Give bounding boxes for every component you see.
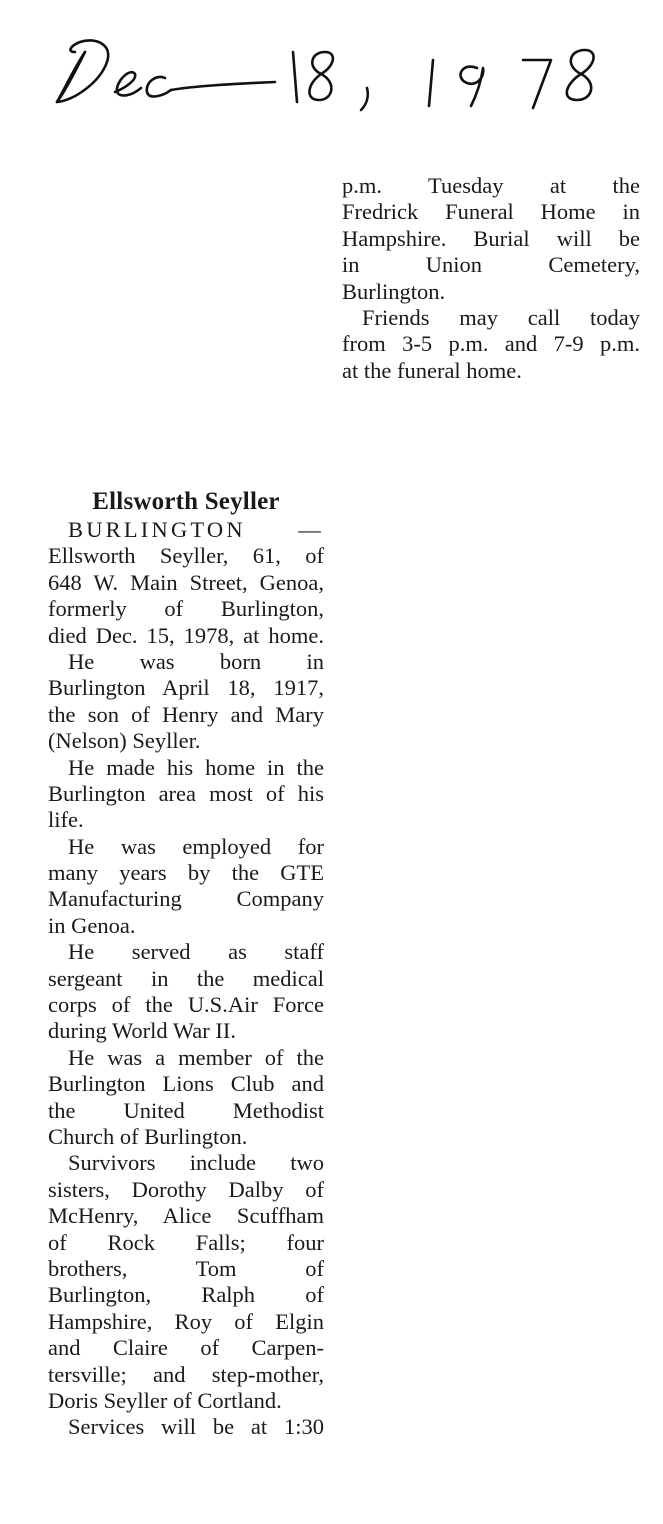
- continuation-line: p.m. Tuesday at the: [342, 173, 640, 198]
- obituary-line: McHenry, Alice Scuffham: [48, 1203, 324, 1229]
- obituary-line: Manufacturing Company: [48, 886, 324, 912]
- obituary-line: brothers, Tom of: [48, 1255, 324, 1281]
- obituary-line: Burlington, Ralph of: [48, 1282, 324, 1308]
- obituary-line: Hampshire, Roy of Elgin: [48, 1308, 324, 1334]
- obituary-line: Ellsworth Seyller, 61, of: [48, 543, 324, 569]
- handwritten-date-ink: [45, 22, 605, 117]
- continuation-line: at the funeral home.: [342, 357, 522, 383]
- obituary-line: of Rock Falls; four: [48, 1229, 324, 1255]
- obituary-dateline: BURLINGTON —: [68, 517, 324, 542]
- obituary-line: Survivors include two: [68, 1150, 324, 1176]
- obituary-line: He served as staff: [68, 939, 324, 965]
- obituary-line: (Nelson) Seyller.: [48, 728, 201, 754]
- obituary-line: in Genoa.: [48, 912, 136, 938]
- obituary-column: [48, 487, 324, 1441]
- continuation-line: in Union Cemetery,: [342, 252, 640, 278]
- obituary-line: Church of Burlington.: [48, 1123, 248, 1149]
- obituary-line: life.: [48, 807, 84, 833]
- obituary-line: formerly of Burlington,: [48, 596, 324, 622]
- obituary-line: He made his home in the: [68, 754, 324, 780]
- obituary-line: Burlington Lions Club and: [48, 1071, 324, 1097]
- obituary-line: tersville; and step-mother,: [48, 1361, 324, 1387]
- obituary-line: Services will be at 1:30: [68, 1414, 324, 1440]
- obituary-line: many years by the GTE: [48, 860, 324, 886]
- obituary-line: during World War II.: [48, 1018, 237, 1044]
- continuation-line: from 3-5 p.m. and 7-9 p.m.: [342, 331, 640, 357]
- obituary-line: the son of Henry and Mary: [48, 701, 324, 727]
- obituary-line: died Dec. 15, 1978, at home.: [48, 622, 324, 648]
- obituary-line: Burlington April 18, 1917,: [48, 675, 324, 701]
- continuation-line: Burlington.: [342, 278, 446, 304]
- handwritten-date: [45, 22, 605, 117]
- obituary-line: sergeant in the medical: [48, 965, 324, 991]
- obituary-line: the United Methodist: [48, 1097, 324, 1123]
- continuation-line: Fredrick Funeral Home in: [342, 199, 640, 225]
- obituary-heading: Ellsworth Seyller: [92, 488, 280, 515]
- obituary-line: and Claire of Carpen-: [48, 1335, 324, 1361]
- obituary-line: Burlington area most of his: [48, 780, 324, 806]
- obituary-line: He was born in: [68, 648, 324, 674]
- obituary-line: He was employed for: [68, 833, 324, 859]
- obituary-line: He was a member of the: [68, 1044, 324, 1070]
- obituary-line: 648 W. Main Street, Genoa,: [48, 569, 324, 595]
- continuation-line: Friends may call today: [362, 304, 640, 330]
- obituary-line: Doris Seyller of Cortland.: [48, 1387, 282, 1413]
- obituary-line: sisters, Dorothy Dalby of: [48, 1176, 324, 1202]
- continuation-line: Hampshire. Burial will be: [342, 225, 640, 251]
- obituary-line: corps of the U.S.Air Force: [48, 992, 324, 1018]
- continuation-column: [342, 173, 640, 384]
